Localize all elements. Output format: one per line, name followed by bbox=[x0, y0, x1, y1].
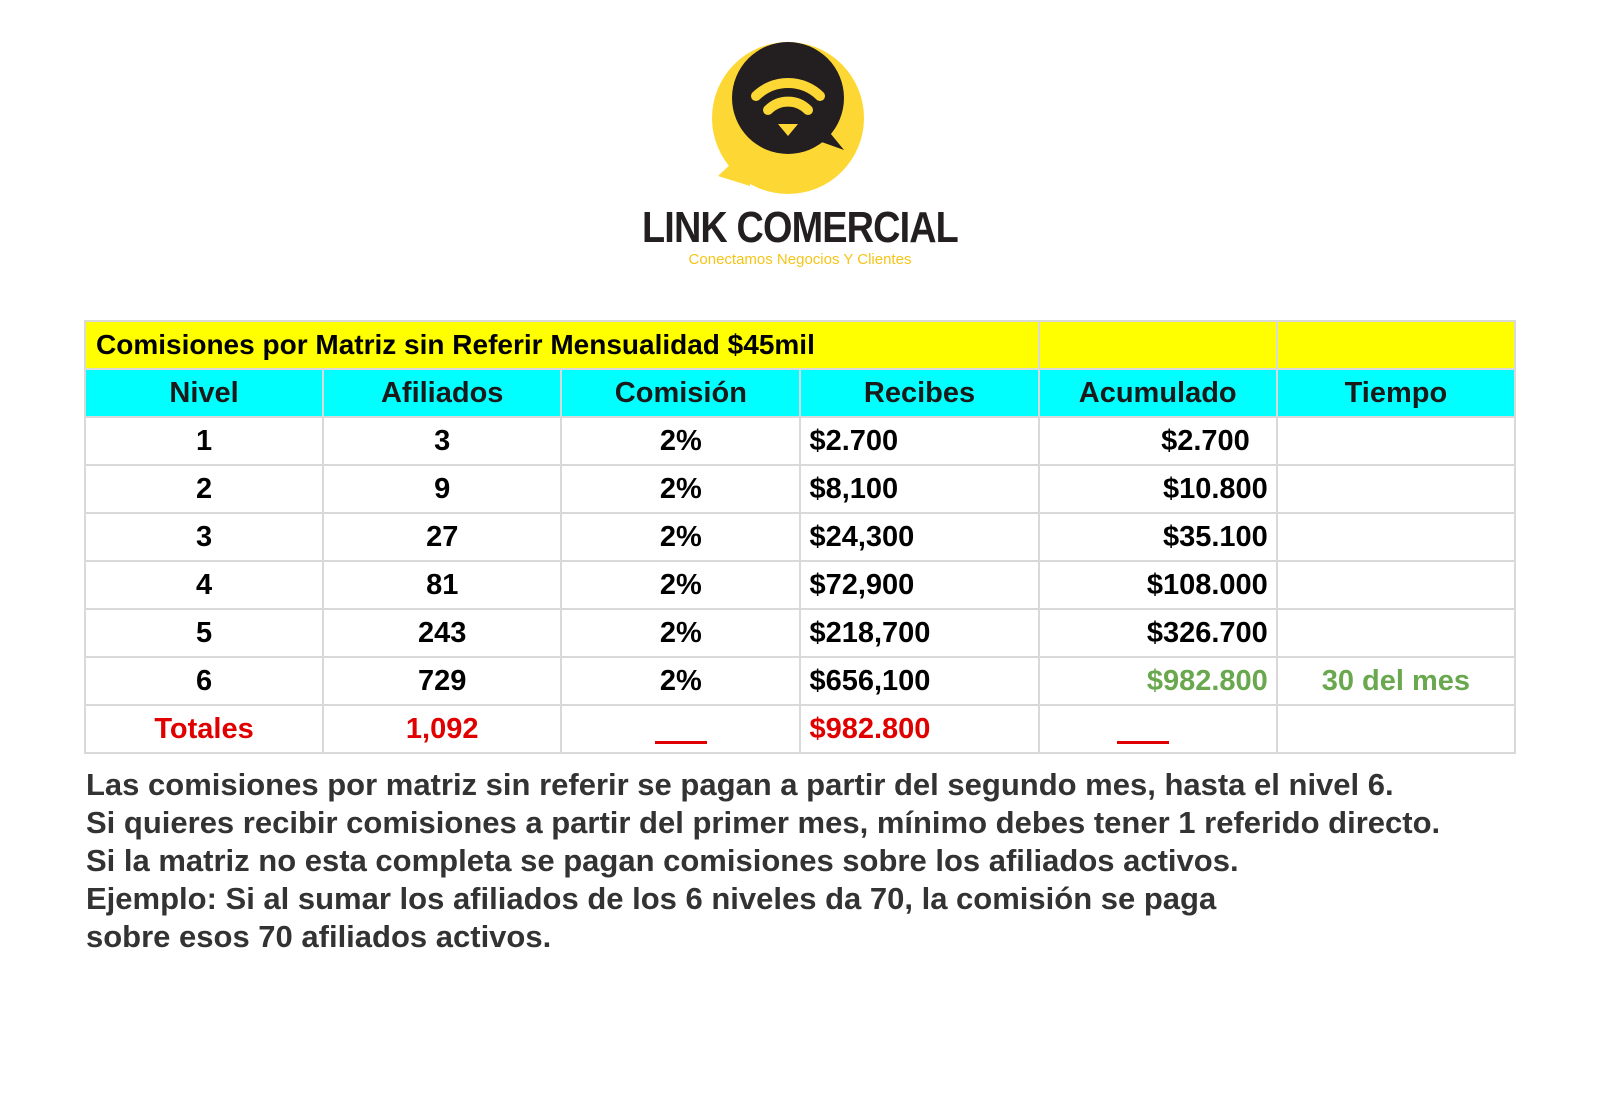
dash-mark bbox=[655, 727, 707, 744]
brand-tagline: Conectamos Negocios Y Clientes bbox=[688, 251, 912, 268]
brand-name: LINK COMERCIAL bbox=[642, 203, 958, 252]
cell-nivel: 3 bbox=[85, 513, 323, 561]
cell-nivel: 4 bbox=[85, 561, 323, 609]
cell-tiempo bbox=[1277, 513, 1515, 561]
table-row bbox=[85, 657, 1515, 705]
table-row bbox=[85, 609, 1515, 657]
table-row bbox=[85, 561, 1515, 609]
notes-block bbox=[86, 766, 1506, 956]
table-title: Comisiones por Matriz sin Referir Mensualidad $45mil bbox=[85, 321, 1039, 369]
totals-row bbox=[85, 705, 1515, 753]
cell-tiempo bbox=[1277, 417, 1515, 465]
totals-comision-dash bbox=[561, 705, 800, 753]
table-row bbox=[85, 417, 1515, 465]
totals-recibes: $982.800 bbox=[800, 705, 1038, 753]
cell-afiliados: 243 bbox=[323, 609, 561, 657]
dash-mark bbox=[1117, 727, 1169, 744]
cell-nivel: 5 bbox=[85, 609, 323, 657]
cell-recibes: $2.700 bbox=[800, 417, 1038, 465]
cell-recibes: $24,300 bbox=[800, 513, 1038, 561]
table-row bbox=[85, 465, 1515, 513]
cell-nivel: 2 bbox=[85, 465, 323, 513]
cell-recibes: $8,100 bbox=[800, 465, 1038, 513]
table-title-empty-cell bbox=[1277, 321, 1515, 369]
cell-comision: 2% bbox=[561, 417, 800, 465]
cell-recibes: $656,100 bbox=[800, 657, 1038, 705]
brand-logo bbox=[0, 30, 1600, 280]
cell-tiempo bbox=[1277, 609, 1515, 657]
totals-afiliados: 1,092 bbox=[323, 705, 561, 753]
cell-afiliados: 9 bbox=[323, 465, 561, 513]
table-row bbox=[85, 513, 1515, 561]
cell-nivel: 1 bbox=[85, 417, 323, 465]
header-recibes: Recibes bbox=[800, 369, 1038, 417]
note-paragraph: Las comisiones por matriz sin referir se pagan a partir del segundo mes, hasta el nivel 6. bbox=[86, 767, 1394, 802]
cell-tiempo bbox=[1277, 465, 1515, 513]
cell-acumulado: $326.700 bbox=[1039, 609, 1277, 657]
cell-afiliados: 3 bbox=[323, 417, 561, 465]
totals-label: Totales bbox=[85, 705, 323, 753]
table-title-row bbox=[85, 321, 1515, 369]
cell-acumulado: $10.800 bbox=[1039, 465, 1277, 513]
wifi-chat-bubble-icon bbox=[710, 36, 880, 206]
cell-acumulado-final: $982.800 bbox=[1039, 657, 1277, 705]
cell-afiliados: 81 bbox=[323, 561, 561, 609]
totals-acumulado-dash bbox=[1039, 705, 1277, 753]
cell-afiliados: 729 bbox=[323, 657, 561, 705]
header-tiempo: Tiempo bbox=[1277, 369, 1515, 417]
cell-comision: 2% bbox=[561, 513, 800, 561]
note-paragraph: Si quieres recibir comisiones a partir del primer mes, mínimo debes tener 1 referido directo. bbox=[86, 805, 1441, 840]
header-comision: Comisión bbox=[561, 369, 800, 417]
cell-tiempo: 30 del mes bbox=[1277, 657, 1515, 705]
cell-comision: 2% bbox=[561, 465, 800, 513]
note-paragraph: Si la matriz no esta completa se pagan comisiones sobre los afiliados activos. bbox=[86, 843, 1239, 878]
cell-comision: 2% bbox=[561, 657, 800, 705]
table-title-empty-cell bbox=[1039, 321, 1277, 369]
note-paragraph: sobre esos 70 afiliados activos. bbox=[86, 919, 552, 954]
note-paragraph: Ejemplo: Si al sumar los afiliados de los 6 niveles da 70, la comisión se paga bbox=[86, 881, 1217, 916]
cell-recibes: $72,900 bbox=[800, 561, 1038, 609]
cell-recibes: $218,700 bbox=[800, 609, 1038, 657]
header-nivel: Nivel bbox=[85, 369, 323, 417]
cell-comision: 2% bbox=[561, 561, 800, 609]
cell-acumulado: $2.700 bbox=[1039, 417, 1277, 465]
totals-tiempo-empty bbox=[1277, 705, 1515, 753]
cell-acumulado: $35.100 bbox=[1039, 513, 1277, 561]
table-header-row bbox=[85, 369, 1515, 417]
cell-acumulado: $108.000 bbox=[1039, 561, 1277, 609]
header-afiliados: Afiliados bbox=[323, 369, 561, 417]
cell-comision: 2% bbox=[561, 609, 800, 657]
cell-tiempo bbox=[1277, 561, 1515, 609]
header-acumulado: Acumulado bbox=[1039, 369, 1277, 417]
commission-table bbox=[84, 320, 1516, 754]
cell-nivel: 6 bbox=[85, 657, 323, 705]
cell-afiliados: 27 bbox=[323, 513, 561, 561]
